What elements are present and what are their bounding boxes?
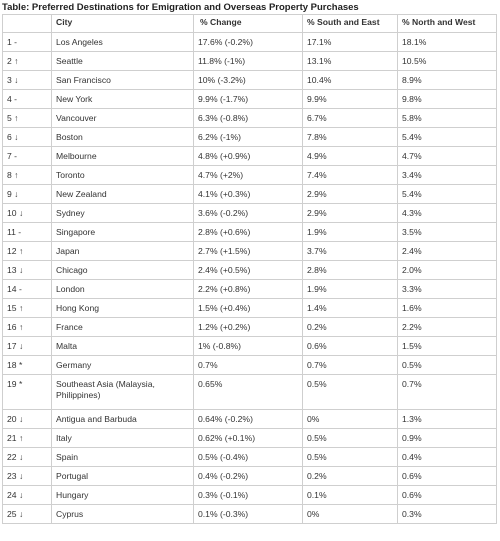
- cell-change: 0.64% (-0.2%): [194, 410, 303, 429]
- cell-city: Spain: [52, 448, 194, 467]
- header-south-east: % South and East: [303, 15, 398, 33]
- cell-change: 17.6% (-0.2%): [194, 33, 303, 52]
- cell-south-east: 1.4%: [303, 299, 398, 318]
- cell-change: 10% (-3.2%): [194, 71, 303, 90]
- table-row: [3, 375, 497, 410]
- cell-change: 4.8% (+0.9%): [194, 147, 303, 166]
- cell-south-east: 0%: [303, 410, 398, 429]
- cell-south-east: 0.2%: [303, 318, 398, 337]
- cell-city: Italy: [52, 429, 194, 448]
- cell-rank: 25 ↓: [3, 505, 52, 524]
- cell-rank: 22 ↓: [3, 448, 52, 467]
- cell-north-west: 2.0%: [398, 261, 497, 280]
- table-row: [3, 356, 497, 375]
- cell-rank: 5 ↑: [3, 109, 52, 128]
- cell-rank: 6 ↓: [3, 128, 52, 147]
- cell-south-east: 6.7%: [303, 109, 398, 128]
- destinations-table: [2, 14, 497, 524]
- cell-south-east: 17.1%: [303, 33, 398, 52]
- cell-rank: 14 -: [3, 280, 52, 299]
- table-row: [3, 33, 497, 52]
- cell-south-east: 1.9%: [303, 223, 398, 242]
- cell-south-east: 0.5%: [303, 429, 398, 448]
- cell-change: 0.7%: [194, 356, 303, 375]
- cell-city-line-2: Philippines): [56, 390, 101, 400]
- cell-city: [52, 375, 194, 410]
- cell-change: 6.2% (-1%): [194, 128, 303, 147]
- cell-city: London: [52, 280, 194, 299]
- cell-rank: 16 ↑: [3, 318, 52, 337]
- cell-city: Cyprus: [52, 505, 194, 524]
- cell-city-line-1: Southeast Asia (Malaysia,: [56, 379, 155, 389]
- cell-city: Boston: [52, 128, 194, 147]
- cell-city: Melbourne: [52, 147, 194, 166]
- cell-rank: 23 ↓: [3, 467, 52, 486]
- cell-north-west: 5.4%: [398, 185, 497, 204]
- table-row: [3, 337, 497, 356]
- cell-city: New Zealand: [52, 185, 194, 204]
- cell-change: 0.1% (-0.3%): [194, 505, 303, 524]
- cell-north-west: 0.9%: [398, 429, 497, 448]
- cell-north-west: 2.2%: [398, 318, 497, 337]
- cell-change: 0.65%: [194, 375, 303, 410]
- cell-change: 11.8% (-1%): [194, 52, 303, 71]
- cell-south-east: 0.7%: [303, 356, 398, 375]
- table-row: [3, 128, 497, 147]
- table-row: [3, 90, 497, 109]
- table-row: [3, 505, 497, 524]
- cell-city: Sydney: [52, 204, 194, 223]
- cell-change: 6.3% (-0.8%): [194, 109, 303, 128]
- cell-south-east: 7.8%: [303, 128, 398, 147]
- cell-north-west: 1.3%: [398, 410, 497, 429]
- table-row: [3, 109, 497, 128]
- cell-south-east: 2.9%: [303, 204, 398, 223]
- cell-north-west: 0.5%: [398, 356, 497, 375]
- cell-north-west: 2.4%: [398, 242, 497, 261]
- cell-change: 2.8% (+0.6%): [194, 223, 303, 242]
- cell-south-east: 2.8%: [303, 261, 398, 280]
- cell-city: Portugal: [52, 467, 194, 486]
- cell-change: 2.4% (+0.5%): [194, 261, 303, 280]
- header-change: % Change: [194, 15, 303, 33]
- cell-change: 0.3% (-0.1%): [194, 486, 303, 505]
- cell-rank: 13 ↓: [3, 261, 52, 280]
- cell-south-east: 0.1%: [303, 486, 398, 505]
- cell-north-west: 3.3%: [398, 280, 497, 299]
- cell-rank: 7 -: [3, 147, 52, 166]
- cell-south-east: 0.5%: [303, 375, 398, 410]
- header-row: [3, 15, 497, 33]
- cell-south-east: 9.9%: [303, 90, 398, 109]
- cell-rank: 4 -: [3, 90, 52, 109]
- cell-south-east: 4.9%: [303, 147, 398, 166]
- cell-north-west: 4.3%: [398, 204, 497, 223]
- table-row: [3, 185, 497, 204]
- table-row: [3, 166, 497, 185]
- cell-change: 0.5% (-0.4%): [194, 448, 303, 467]
- cell-change: 4.1% (+0.3%): [194, 185, 303, 204]
- table-row: [3, 242, 497, 261]
- table-row: [3, 410, 497, 429]
- cell-south-east: 0%: [303, 505, 398, 524]
- cell-city: Japan: [52, 242, 194, 261]
- cell-change: 2.2% (+0.8%): [194, 280, 303, 299]
- table-row: [3, 71, 497, 90]
- cell-rank: 21 ↑: [3, 429, 52, 448]
- cell-south-east: 0.5%: [303, 448, 398, 467]
- cell-north-west: 0.6%: [398, 486, 497, 505]
- cell-north-west: 8.9%: [398, 71, 497, 90]
- cell-north-west: 0.7%: [398, 375, 497, 410]
- table-row: [3, 280, 497, 299]
- cell-south-east: 13.1%: [303, 52, 398, 71]
- cell-change: 9.9% (-1.7%): [194, 90, 303, 109]
- cell-north-west: 3.5%: [398, 223, 497, 242]
- cell-north-west: 0.3%: [398, 505, 497, 524]
- cell-south-east: 7.4%: [303, 166, 398, 185]
- cell-rank: 3 ↓: [3, 71, 52, 90]
- cell-city: Malta: [52, 337, 194, 356]
- cell-city: Chicago: [52, 261, 194, 280]
- cell-north-west: 1.5%: [398, 337, 497, 356]
- cell-rank: 12 ↑: [3, 242, 52, 261]
- table-row: [3, 299, 497, 318]
- cell-change: 0.62% (+0.1%): [194, 429, 303, 448]
- table-row: [3, 223, 497, 242]
- cell-rank: 15 ↑: [3, 299, 52, 318]
- cell-rank: 8 ↑: [3, 166, 52, 185]
- cell-city: Seattle: [52, 52, 194, 71]
- cell-city: Antigua and Barbuda: [52, 410, 194, 429]
- cell-north-west: 1.6%: [398, 299, 497, 318]
- cell-south-east: 10.4%: [303, 71, 398, 90]
- cell-south-east: 0.6%: [303, 337, 398, 356]
- header-city: City: [52, 15, 194, 33]
- cell-rank: 11 -: [3, 223, 52, 242]
- cell-rank: 9 ↓: [3, 185, 52, 204]
- cell-south-east: 1.9%: [303, 280, 398, 299]
- cell-city: Los Angeles: [52, 33, 194, 52]
- cell-city: France: [52, 318, 194, 337]
- cell-city: Germany: [52, 356, 194, 375]
- cell-north-west: 0.4%: [398, 448, 497, 467]
- table-caption: Table: Preferred Destinations for Emigration and Overseas Property Purchases: [2, 2, 359, 13]
- cell-north-west: 5.8%: [398, 109, 497, 128]
- table-row: [3, 261, 497, 280]
- cell-change: 2.7% (+1.5%): [194, 242, 303, 261]
- cell-rank: 17 ↓: [3, 337, 52, 356]
- header-north-west: % North and West: [398, 15, 497, 33]
- table-row: [3, 486, 497, 505]
- cell-city: San Francisco: [52, 71, 194, 90]
- cell-change: 1.5% (+0.4%): [194, 299, 303, 318]
- cell-rank: 18 *: [3, 356, 52, 375]
- cell-city: Toronto: [52, 166, 194, 185]
- table-row: [3, 318, 497, 337]
- cell-north-west: 5.4%: [398, 128, 497, 147]
- cell-change: 4.7% (+2%): [194, 166, 303, 185]
- table-row: [3, 204, 497, 223]
- table-row: [3, 429, 497, 448]
- cell-south-east: 3.7%: [303, 242, 398, 261]
- table-row: [3, 52, 497, 71]
- table-row: [3, 467, 497, 486]
- cell-city: Hong Kong: [52, 299, 194, 318]
- cell-rank: 24 ↓: [3, 486, 52, 505]
- cell-city: New York: [52, 90, 194, 109]
- cell-north-west: 0.6%: [398, 467, 497, 486]
- cell-change: 3.6% (-0.2%): [194, 204, 303, 223]
- header-rank: [3, 15, 52, 33]
- cell-north-west: 18.1%: [398, 33, 497, 52]
- cell-city: Vancouver: [52, 109, 194, 128]
- cell-north-west: 3.4%: [398, 166, 497, 185]
- cell-change: 0.4% (-0.2%): [194, 467, 303, 486]
- cell-rank: 10 ↓: [3, 204, 52, 223]
- cell-rank: 2 ↑: [3, 52, 52, 71]
- cell-city: Singapore: [52, 223, 194, 242]
- cell-city: Hungary: [52, 486, 194, 505]
- cell-south-east: 0.2%: [303, 467, 398, 486]
- cell-south-east: 2.9%: [303, 185, 398, 204]
- table-row: [3, 147, 497, 166]
- table-row: [3, 448, 497, 467]
- cell-change: 1% (-0.8%): [194, 337, 303, 356]
- cell-north-west: 9.8%: [398, 90, 497, 109]
- cell-north-west: 10.5%: [398, 52, 497, 71]
- cell-north-west: 4.7%: [398, 147, 497, 166]
- cell-change: 1.2% (+0.2%): [194, 318, 303, 337]
- cell-rank: 20 ↓: [3, 410, 52, 429]
- cell-rank: 1 -: [3, 33, 52, 52]
- cell-rank: 19 *: [3, 375, 52, 410]
